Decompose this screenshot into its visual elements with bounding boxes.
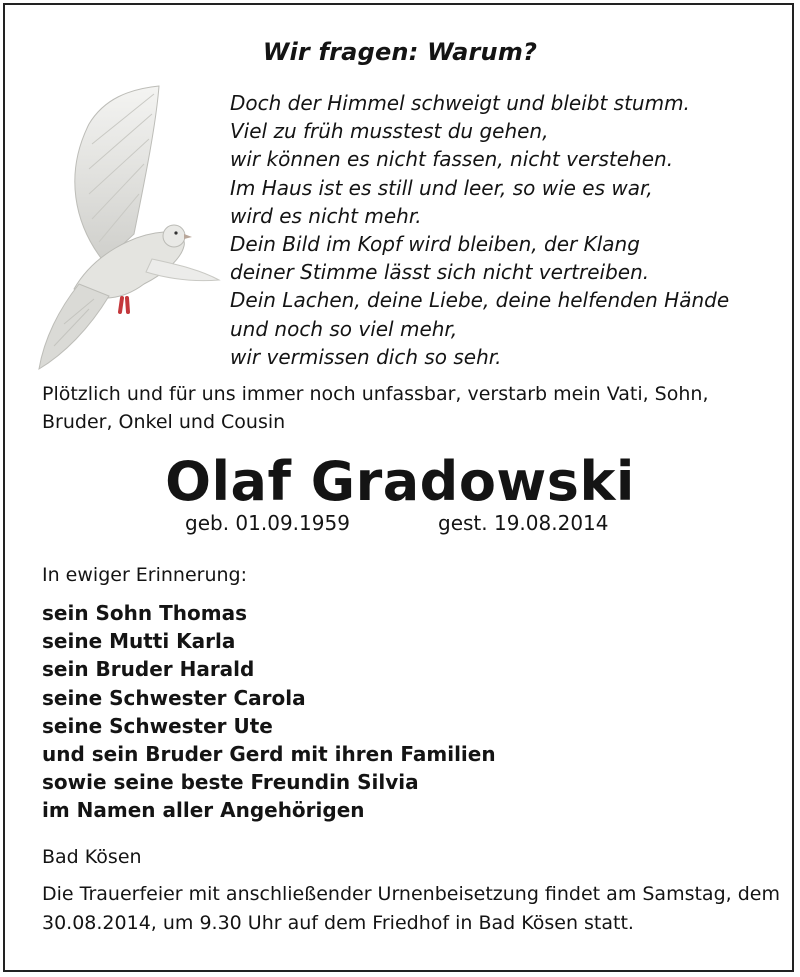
mourner-entry: seine Mutti Karla: [42, 629, 236, 654]
mourner-entry: seine Schwester Ute: [42, 713, 273, 738]
funeral-notice: Die Trauerfeier mit anschließender Urnenbeisetzung findet am Samstag, dem 30.08.2014, um 9.30 Uhr auf dem Friedhof in Bad Kösen statt.: [42, 883, 780, 934]
mourner-entry: im Namen aller Angehörigen: [42, 798, 365, 823]
dove-image: [34, 84, 224, 374]
birth-date: geb. 01.09.1959: [185, 511, 350, 535]
place: Bad Kösen: [42, 846, 142, 868]
poem-line: wir vermissen dich so sehr.: [230, 344, 502, 369]
mourner-entry: sowie seine beste Freundin Silvia: [42, 770, 419, 795]
mourner-entry: seine Schwester Carola: [42, 685, 306, 710]
poem-line: deiner Stimme lässt sich nicht vertreiben.: [230, 260, 650, 285]
poem-line: und noch so viel mehr,: [230, 316, 458, 341]
deceased-name: Olaf Gradowski: [165, 450, 635, 513]
poem-line: Dein Lachen, deine Liebe, deine helfenden Hände: [230, 288, 730, 313]
poem-line: wir können es nicht fassen, nicht verstehen.: [230, 147, 674, 172]
intro-text: Plötzlich und für uns immer noch unfassbar, verstarb mein Vati, Sohn, Bruder, Onkel und Cousin: [42, 383, 709, 433]
poem-line: Im Haus ist es still und leer, so wie es war,: [230, 175, 653, 200]
memory-label: In ewiger Erinnerung:: [42, 564, 248, 586]
mourners-list: [42, 599, 496, 825]
mourner-entry: sein Bruder Harald: [42, 657, 255, 682]
poem-line: Dein Bild im Kopf wird bleiben, der Klang: [230, 231, 640, 256]
poem-line: Doch der Himmel schweigt und bleibt stumm.: [230, 91, 690, 115]
heading: Wir fragen: Warum?: [262, 38, 538, 66]
poem-line: Viel zu früh musstest du gehen,: [230, 119, 549, 144]
mourner-entry: und sein Bruder Gerd mit ihren Familien: [42, 741, 496, 766]
poem-line: wird es nicht mehr.: [230, 203, 422, 228]
poem: [230, 89, 729, 371]
mourner-entry: sein Sohn Thomas: [42, 601, 247, 625]
death-date: gest. 19.08.2014: [438, 511, 609, 535]
